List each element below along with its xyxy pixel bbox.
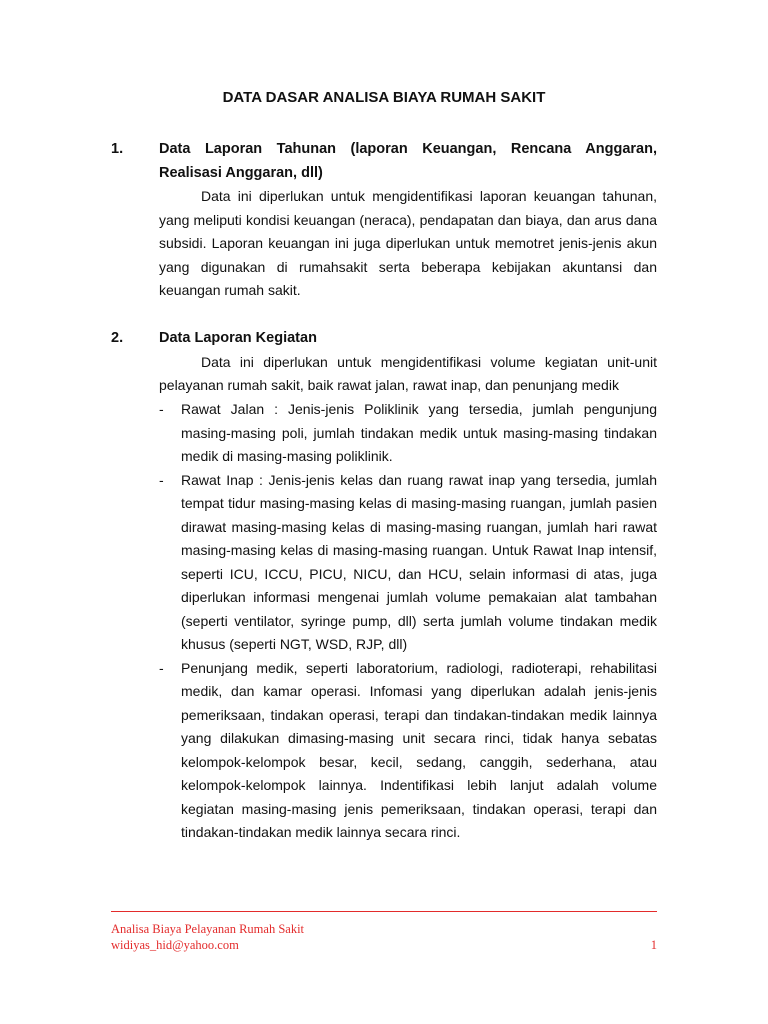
document-title: DATA DASAR ANALISA BIAYA RUMAH SAKIT: [222, 89, 546, 106]
footer-divider: [111, 911, 657, 912]
list-bullet: -: [159, 471, 164, 488]
section-1-heading: Data Laporan Tahunan (laporan Keuangan, Rencana Anggaran, Realisasi Anggaran, dll): [159, 141, 657, 181]
section-2-list: [159, 398, 657, 845]
list-item-penunjang-medik: [159, 657, 657, 845]
list-item-text: Rawat Inap : Jenis-jenis kelas dan ruang rawat inap yang tersedia, jumlah tempat tidur masing-masing kelas di masing-masing ruangan, jumlah pasien dirawat masing-masing kelas di masing-masing ruangan, jumlah hari rawat masing-masing kelas di masing-masing ruangan. Untuk Rawat Inap intensif, seperti ICU, ICCU, PICU, NICU, dan HCU, selain informasi di atas, juga diperlukan informasi mengenai jumlah volume pemakaian alat tambahan (seperti ventilator, syringe pump, dll) serta jumlah volume tindakan medik khusus (seperti NGT, WSD, RJP, dll): [181, 471, 657, 652]
list-bullet: -: [159, 401, 164, 417]
list-item-text: Penunjang medik, seperti laboratorium, radiologi, radioterapi, rehabilitasi medik, dan kamar operasi. Infomasi yang diperlukan adalah jenis-jenis pemeriksaan, tindakan operasi, terapi dan tindakan-tindakan medik lainnya yang dilakukan dimasing-masing unit secara rinci, tidak hanya sebatas kelompok-kelompok besar, kecil, sedang, canggih, sederhana, atau kelompok-kelompok lainnya. Indentifikasi lebih lanjut adalah volume kegiatan masing-masing jenis pemeriksaan, tindakan operasi, terapi dan tindakan-tindakan medik lainnya secara rinci.: [181, 659, 657, 840]
section-2-heading: Data Laporan Kegiatan: [159, 330, 317, 346]
footer-email: widiyas_hid@yahoo.com: [111, 938, 239, 952]
footer-title: Analisa Biaya Pelayanan Rumah Sakit: [111, 922, 305, 936]
section-2-number: 2.: [111, 330, 124, 346]
list-item-text: Rawat Jalan : Jenis-jenis Poliklinik yang tersedia, jumlah pengunjung masing-masing poli, jumlah tindakan medik untuk masing-masing tindakan medik di masing-masing poliklinik.: [181, 401, 657, 464]
list-bullet: -: [159, 659, 164, 676]
section-2-paragraph: Data ini diperlukan untuk mengidentifikasi volume kegiatan unit-unit pelayanan rumah sakit, baik rawat jalan, rawat inap, dan penunjang medik: [159, 353, 657, 393]
section-1-number: 1.: [111, 141, 124, 157]
section-1-paragraph: Data ini diperlukan untuk mengidentifikasi laporan keuangan tahunan, yang meliputi kondisi keuangan (neraca), pendapatan dan biaya, dan arus dana subsidi. Laporan keuangan ini juga diperlukan untuk memotret jenis-jenis akun yang digunakan di rumahsakit serta beberapa kebijakan akuntansi dan keuangan rumah sakit.: [159, 188, 657, 298]
section-1-body: [159, 138, 657, 303]
page-footer: [111, 921, 657, 953]
page-number: 1: [650, 938, 657, 952]
list-item-rawat-jalan: [159, 398, 657, 469]
list-item-rawat-inap: [159, 469, 657, 657]
section-2-body: [159, 327, 657, 398]
